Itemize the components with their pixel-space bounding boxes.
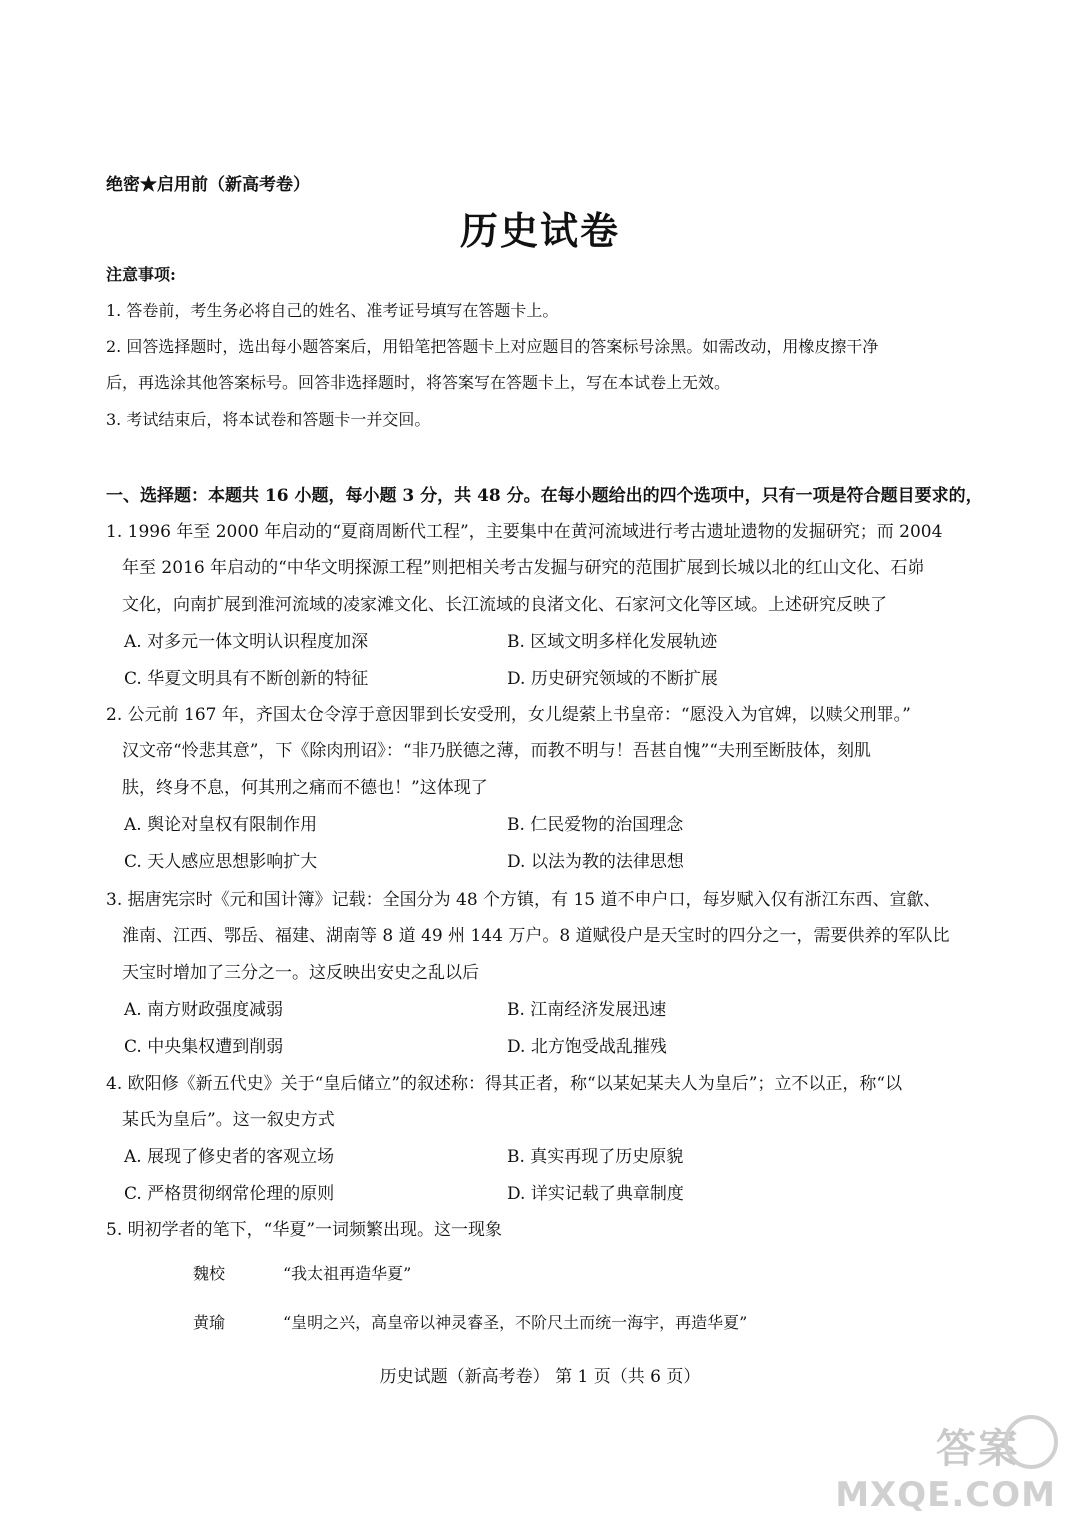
question-1-option-a: A. 对多元一体文明认识程度加深 <box>124 632 369 652</box>
notice-item: 3. 考试结束后，将本试卷和答题卡一并交回。 <box>106 410 431 429</box>
watermark-top-text: 答案 <box>936 1426 1020 1472</box>
question-2-option-c: C. 天人感应思想影响扩大 <box>124 852 318 872</box>
question-4-line: 4. 欧阳修《新五代史》关于“皇后储立”的叙述称：得其正者，称“以某妃某夫人为皇后”；立不以正，称“以 <box>106 1074 903 1094</box>
question-1-line: 1. 1996 年至 2000 年启动的“夏商周断代工程”，主要集中在黄河流域进行考古遗址遗物的发掘研究；而 2004 <box>106 522 943 542</box>
question-4-option-a: A. 展现了修史者的客观立场 <box>124 1147 335 1167</box>
quote-author: 魏校 <box>193 1264 226 1283</box>
question-3-line: 淮南、江西、鄂岳、福建、湖南等 8 道 49 州 144 万户。8 道赋役户是天宝时的四分之一，需要供养的军队比 <box>122 926 950 946</box>
question-1-option-d: D. 历史研究领域的不断扩展 <box>507 669 718 689</box>
question-2-option-a: A. 舆论对皇权有限制作用 <box>124 815 318 835</box>
page-title: 历史试卷 <box>459 209 620 253</box>
section-heading: 一、选择题：本题共 16 小题，每小题 3 分，共 48 分。在每小题给出的四个选项中，只有一项是符合题目要求的， <box>106 486 983 506</box>
question-3-line: 3. 据唐宪宗时《元和国计簿》记载：全国分为 48 个方镇，有 15 道不申户口，每岁赋入仅有浙江东西、宣歙、 <box>106 890 941 910</box>
question-1-line: 文化，向南扩展到淮河流域的凌家滩文化、长江流域的良渚文化、石家河文化等区域。上述研究反映了 <box>122 595 887 615</box>
quote-author: 黄瑜 <box>193 1313 226 1332</box>
watermark-circle-icon <box>1004 1415 1058 1469</box>
quote-text: “皇明之兴，高皇帝以神灵睿圣，不阶尺土而统一海宇，再造华夏” <box>283 1313 748 1332</box>
question-3-option-d: D. 北方饱受战乱摧残 <box>507 1037 667 1057</box>
watermark-logo <box>835 1411 1060 1521</box>
question-2-line: 2. 公元前 167 年，齐国太仓令淳于意因罪到长安受刑，女儿缇萦上书皇帝：“愿没入为官婢，以赎父刑罪。” <box>106 705 911 725</box>
question-1-option-b: B. 区域文明多样化发展轨迹 <box>507 632 718 652</box>
page-footer: 历史试题（新高考卷） 第 1 页（共 6 页） <box>379 1367 701 1387</box>
notice-item: 1. 答卷前，考生务必将自己的姓名、准考证号填写在答题卡上。 <box>106 301 559 320</box>
question-3-option-c: C. 中央集权遭到削弱 <box>124 1037 284 1057</box>
question-2-option-d: D. 以法为教的法律思想 <box>507 852 684 872</box>
notice-title: 注意事项: <box>106 265 176 284</box>
question-4-option-c: C. 严格贯彻纲常伦理的原则 <box>124 1184 335 1204</box>
question-4-option-b: B. 真实再现了历史原貌 <box>507 1147 684 1167</box>
question-4-option-d: D. 详实记载了典章制度 <box>507 1184 684 1204</box>
question-3-option-a: A. 南方财政强度减弱 <box>124 1000 284 1020</box>
quote-text: “我太祖再造华夏” <box>283 1264 412 1283</box>
notice-item: 2. 回答选择题时，选出每小题答案后，用铅笔把答题卡上对应题目的答案标号涂黑。如需改动，用橡皮擦干净 <box>106 337 879 356</box>
question-2-line: 汉文帝“怜悲其意”，下《除肉刑诏》：“非乃朕德之薄，而教不明与！吾甚自愧”“夫刑至断肢体，刻肌 <box>122 741 871 761</box>
question-3-option-b: B. 江南经济发展迅速 <box>507 1000 667 1020</box>
question-2-option-b: B. 仁民爱物的治国理念 <box>507 815 684 835</box>
notice-item: 后，再选涂其他答案标号。回答非选择题时，将答案写在答题卡上，写在本试卷上无效。 <box>106 373 731 392</box>
question-1-option-c: C. 华夏文明具有不断创新的特征 <box>124 669 369 689</box>
question-4-line: 某氏为皇后”。这一叙史方式 <box>122 1110 335 1130</box>
question-2-line: 肤，终身不息，何其刑之痛而不德也！”这体现了 <box>122 778 488 798</box>
watermark-domain-text: MXQE.COM <box>835 1475 1056 1515</box>
question-5-line: 5. 明初学者的笔下，“华夏”一词频繁出现。这一现象 <box>106 1220 503 1240</box>
question-3-line: 天宝时增加了三分之一。这反映出安史之乱以后 <box>122 963 479 983</box>
question-1-line: 年至 2016 年启动的“中华文明探源工程”则把相关考古发掘与研究的范围扩展到长城以北的红山文化、石峁 <box>122 558 925 578</box>
confidential-label: 绝密★启用前（新高考卷） <box>106 175 310 195</box>
